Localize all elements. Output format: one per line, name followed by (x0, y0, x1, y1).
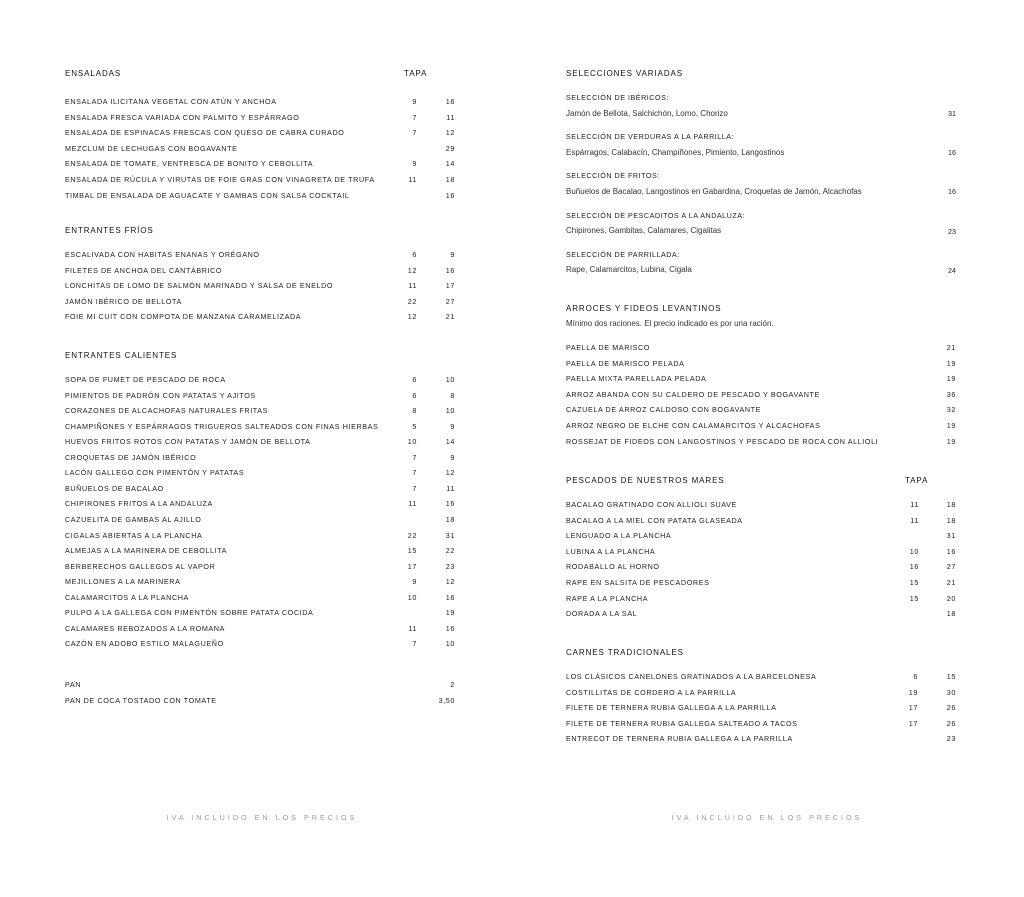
menu-item-price: 16 (445, 623, 455, 633)
selection-items: Rape, Calamarcitos, Lubina, Cigala (566, 265, 692, 275)
menu-item-row (65, 484, 465, 496)
menu-item-row (566, 531, 966, 543)
menu-item-name: CIGALAS ABIERTAS A LA PLANCHA (65, 530, 203, 540)
selection-items: Buñuelos de Bacalao, Langostinos en Gabardina, Croquetas de Jamón, Alcachofas (566, 186, 862, 196)
menu-item-price: 8 (450, 390, 455, 400)
vat-footer-note: IVA INCLUIDO EN LOS PRECIOS (671, 813, 863, 822)
menu-item-name: ARROZ NEGRO DE ELCHE CON CALAMARCITOS Y ALCACHOFAS (566, 421, 821, 430)
menu-item-row (566, 547, 966, 559)
menu-item-name: RODABALLO AL HORNO (566, 562, 660, 572)
menu-item-row (65, 515, 465, 527)
menu-item-row (566, 405, 966, 417)
menu-item-price: 17 (445, 281, 455, 291)
menu-item-row (65, 437, 465, 449)
menu-item-row (65, 531, 465, 543)
selection-label: SELECCIÓN DE PESCADITOS A LA ANDALUZA: (566, 210, 746, 220)
menu-item-row (566, 562, 966, 574)
menu-item-price: 10 (445, 406, 455, 416)
menu-item-price: 19 (946, 421, 956, 430)
menu-item-price: 29 (445, 143, 455, 153)
menu-item-row (65, 639, 465, 651)
menu-item-row (65, 546, 465, 558)
menu-item-name: CROQUETAS DE JAMÓN IBÉRICO (65, 452, 197, 462)
menu-item-price: 31 (445, 530, 455, 540)
menu-item-tapa-price: 9 (412, 577, 417, 587)
selection-label: SELECCIÓN DE IBÉRICOS: (566, 93, 669, 102)
menu-item-price: 12 (445, 468, 455, 478)
section-title: PESCADOS DE NUESTROS MARES (566, 476, 725, 485)
section-title: ENTRANTES CALIENTES (65, 351, 178, 360)
tapa-column-header: TAPA (404, 69, 428, 78)
menu-item-name: DORADA A LA SAL (566, 609, 638, 619)
menu-item-tapa-price: 22 (407, 296, 417, 306)
menu-item-tapa-price: 7 (412, 468, 417, 478)
menu-item-price: 18 (946, 609, 956, 619)
menu-item-price: 19 (946, 374, 956, 384)
menu-item-name: LOS CLÁSICOS CANELONES GRATINADOS A LA BARCELONESA (566, 672, 817, 681)
menu-item-price: 18 (946, 515, 956, 525)
menu-item-name: ARROZ ABANDA CON SU CALDERO DE PESCADO Y BOGAVANTE (566, 389, 820, 399)
menu-item-price: 19 (946, 358, 956, 368)
section-title: CARNES TRADICIONALES (566, 648, 684, 657)
menu-item-name: ENSALADA FRESCA VARIADA CON PALMITO Y ESPÁRRAGO (65, 112, 300, 122)
menu-item-price: 16 (445, 265, 455, 275)
menu-item-tapa-price: 15 (909, 578, 919, 587)
menu-item-row (65, 453, 465, 465)
menu-item-row (566, 609, 966, 621)
menu-item-name: CALAMARCITOS A LA PLANCHA (65, 592, 189, 602)
menu-item-price: 16 (445, 97, 455, 106)
menu-item-tapa-price: 5 (412, 421, 417, 431)
menu-item-tapa-price: 7 (412, 128, 417, 138)
menu-item-row (65, 624, 465, 636)
menu-item-price: 11 (446, 483, 455, 493)
menu-item-row (566, 516, 966, 528)
menu-item-tapa-price: 7 (412, 639, 417, 649)
menu-item-price: 16 (445, 592, 455, 602)
selection-label: SELECCIÓN DE FRITOS: (566, 171, 660, 181)
menu-item-row (65, 499, 465, 511)
menu-item-tapa-price: 11 (408, 499, 417, 509)
menu-item-tapa-price: 7 (412, 483, 417, 493)
menu-item-name: ENSALADA DE RÚCULA Y VIRUTAS DE FOIE GRAS CON VINAGRETA DE TRUFA (65, 175, 375, 184)
menu-item-tapa-price: 11 (408, 281, 417, 291)
tapa-column-header: TAPA (905, 476, 929, 485)
menu-item-tapa-price: 12 (407, 312, 417, 322)
menu-item-name: CAZUELITA DE GAMBAS AL AJILLO (65, 514, 202, 524)
menu-item-row (65, 422, 465, 434)
menu-item-name: FILETES DE ANCHOA DEL CANTÁBRICO (65, 265, 223, 275)
menu-item-row (65, 97, 465, 109)
selection-price: 16 (948, 148, 956, 158)
menu-item-row (65, 680, 465, 692)
menu-item-tapa-price: 8 (412, 406, 417, 416)
menu-item-price: 9 (450, 250, 455, 259)
menu-item-row (65, 562, 465, 574)
menu-item-name: PAELLA DE MARISCO (566, 343, 650, 352)
menu-item-price: 16 (946, 546, 956, 556)
menu-item-tapa-price: 6 (412, 390, 417, 400)
menu-item-row (566, 421, 966, 433)
menu-item-price: 21 (946, 343, 956, 352)
menu-item-row (566, 359, 966, 371)
menu-item-price: 18 (946, 500, 956, 509)
menu-item-row (566, 719, 966, 731)
menu-item-name: CALAMARES REBOZADOS A LA ROMANA (65, 623, 225, 633)
menu-item-row (65, 144, 465, 156)
menu-item-price: 14 (445, 159, 455, 169)
menu-item-name: CHAMPIÑONES Y ESPÁRRAGOS TRIGUEROS SALTEADOS CON FINAS HIERBAS (65, 421, 379, 431)
section-title: SELECCIONES VARIADAS (566, 69, 683, 78)
menu-item-name: ENSALADA DE ESPINACAS FRESCAS CON QUESO DE CABRA CURADO (65, 128, 345, 138)
selection-price: 23 (948, 226, 956, 236)
menu-item-name: BUÑUELOS DE BACALAO (65, 483, 164, 493)
menu-item-tapa-price: 7 (412, 452, 417, 462)
menu-item-price: 10 (445, 639, 455, 649)
menu-item-name: CORAZONES DE ALCACHOFAS NATURALES FRITAS (65, 406, 269, 416)
menu-item-name: BERBERECHOS GALLEGOS AL VAPOR (65, 561, 216, 571)
menu-item-name: ENTRECOT DE TERNERA RUBIA GALLEGA A LA PARRILLA (566, 734, 793, 744)
menu-item-price: 9 (450, 421, 455, 431)
selection-items: Jamón de Bellota, Salchichón, Lomo, Chorizo (566, 108, 728, 118)
menu-item-row (566, 343, 966, 355)
menu-item-name: CHIPIRONES FRITOS A LA ANDALUZA (65, 499, 213, 509)
menu-item-row (65, 191, 465, 203)
section-title: ARROCES Y FIDEOS LEVANTINOS (566, 304, 722, 313)
menu-item-tapa-price: 9 (412, 97, 417, 106)
menu-item-name: PAN DE COCA TOSTADO CON TOMATE (65, 695, 217, 705)
menu-item-row (566, 703, 966, 715)
menu-item-tapa-price: 7 (412, 112, 417, 122)
menu-item-name: ENSALADA DE TOMATE, VENTRESCA DE BONITO Y CEBOLLITA (65, 159, 314, 169)
menu-item-price: 26 (946, 718, 956, 728)
menu-item-price: 2 (450, 680, 455, 689)
menu-item-row (65, 391, 465, 403)
menu-item-name: ESCALIVADA CON HABITAS ENANAS Y ORÉGANO (65, 250, 260, 259)
menu-item-name: BACALAO A LA MIEL CON PATATA GLASEADA (566, 515, 743, 525)
menu-item-name: JAMÓN IBÉRICO DE BELLOTA (65, 296, 182, 306)
menu-item-price: 11 (446, 112, 455, 122)
menu-item-price: 23 (445, 561, 455, 571)
menu-item-row (65, 297, 465, 309)
menu-item-tapa-price: 6 (412, 250, 417, 259)
menu-item-price: 18 (445, 175, 455, 184)
menu-item-name: ROSSEJAT DE FIDEOS CON LANGOSTINOS Y PESCADO DE ROCA CON ALLIOLI (566, 436, 879, 446)
menu-item-row (566, 578, 966, 590)
menu-item-price: 15 (946, 672, 956, 681)
menu-item-row (65, 281, 465, 293)
menu-item-name: PAELLA DE MARISCO PELADA (566, 358, 685, 368)
menu-item-tapa-price: 10 (909, 546, 919, 556)
menu-item-price: 18 (445, 514, 455, 524)
menu-item-name: CAZÓN EN ADOBO ESTILO MALAGUEÑO (65, 639, 224, 649)
selection-price: 16 (948, 187, 956, 197)
menu-item-price: 23 (946, 734, 956, 744)
menu-item-price: 12 (445, 577, 455, 587)
menu-item-tapa-price: 16 (909, 562, 919, 572)
menu-item-price: 36 (946, 389, 956, 399)
menu-item-price: 12 (445, 128, 455, 138)
menu-item-name: SOPA DE FUMET DE PESCADO DE ROCA (65, 375, 226, 384)
menu-item-tapa-price: 15 (909, 593, 919, 603)
menu-item-name: COSTILLITAS DE CORDERO A LA PARRILLA (566, 687, 737, 697)
menu-item-row (65, 608, 465, 620)
menu-item-price: 22 (445, 546, 455, 556)
menu-item-row (566, 500, 966, 512)
menu-item-price: 20 (946, 593, 956, 603)
menu-item-price: 16 (445, 499, 455, 509)
selection-price: 31 (948, 109, 956, 118)
menu-item-row (65, 175, 465, 187)
menu-item-row (65, 128, 465, 140)
menu-item-row (65, 468, 465, 480)
menu-item-row (65, 406, 465, 418)
menu-item-tapa-price: 11 (910, 500, 919, 509)
menu-item-tapa-price: 11 (910, 515, 919, 525)
menu-item-row (566, 594, 966, 606)
menu-item-tapa-price: 9 (412, 159, 417, 169)
menu-item-tapa-price: 6 (412, 375, 417, 384)
menu-item-price: 30 (946, 687, 956, 697)
menu-item-name: LACÓN GALLEGO CON PIMENTÓN Y PATATAS (65, 468, 245, 478)
menu-item-tapa-price: 12 (407, 265, 417, 275)
menu-item-price: 19 (946, 436, 956, 446)
menu-item-row (65, 159, 465, 171)
vat-footer-note: IVA INCLUIDO EN LOS PRECIOS (166, 813, 358, 822)
menu-item-tapa-price: 15 (407, 546, 417, 556)
menu-item-tapa-price: 19 (908, 687, 918, 697)
menu-item-name: RAPE EN SALSITA DE PESCADORES (566, 578, 710, 587)
section-note: Mínimo dos raciones. El precio indicado es por una ración. (566, 319, 774, 328)
menu-item-name: BACALAO GRATINADO CON ALLIOLI SUAVE (566, 500, 737, 509)
menu-item-row (65, 250, 465, 262)
menu-item-price: 9 (450, 452, 455, 462)
selection-label: SELECCIÓN DE PARRILLADA: (566, 249, 680, 259)
menu-item-name: MEJILLONES A LA MARINERA (65, 577, 181, 587)
menu-item-name: PULPO A LA GALLEGA CON PIMENTÓN SOBRE PATATA COCIDA (65, 608, 314, 618)
menu-item-tapa-price: 22 (407, 530, 417, 540)
menu-item-row (566, 374, 966, 386)
menu-item-price: 19 (445, 608, 455, 618)
menu-item-row (65, 593, 465, 605)
menu-item-price: 26 (946, 703, 956, 713)
menu-item-price: 21 (445, 312, 455, 322)
menu-item-row (566, 390, 966, 402)
menu-item-tapa-price: 10 (407, 437, 417, 447)
menu-item-name: RAPE A LA PLANCHA (566, 593, 649, 603)
menu-item-name: LUBINA A LA PLANCHA (566, 546, 656, 556)
menu-item-tapa-price: 17 (908, 718, 918, 728)
menu-item-row (566, 672, 966, 684)
menu-item-name: FILETE DE TERNERA RUBIA GALLEGA SALTEADO A TACOS (566, 718, 798, 728)
menu-item-price: 32 (946, 405, 956, 415)
menu-item-price: 21 (946, 578, 956, 587)
menu-item-name: ENSALADA ILICITANA VEGETAL CON ATÚN Y ANCHOA (65, 97, 277, 106)
selection-items: Chipirones, Gambitas, Calamares, Cigalitas (566, 226, 722, 236)
menu-item-name: LENGUADO A LA PLANCHA (566, 531, 672, 541)
menu-item-tapa-price: 10 (407, 592, 417, 602)
menu-item-name: FILETE DE TERNERA RUBIA GALLEGA A LA PARRILLA (566, 703, 777, 713)
menu-item-price: 16 (445, 190, 455, 200)
selection-price: 24 (948, 265, 956, 275)
menu-item-row (65, 696, 465, 708)
menu-item-name: FOIE MI CUIT CON COMPOTA DE MANZANA CARAMELIZADA (65, 312, 302, 322)
menu-item-row (65, 266, 465, 278)
menu-item-price: 27 (946, 562, 956, 572)
menu-item-price: 14 (445, 437, 455, 447)
menu-item-name: TIMBAL DE ENSALADA DE AGUACATE Y GAMBAS CON SALSA COCKTAIL (65, 190, 350, 200)
menu-item-tapa-price: 11 (408, 623, 417, 633)
menu-item-name: PIMIENTOS DE PADRÓN CON PATATAS Y AJITOS (65, 390, 256, 400)
menu-item-row (65, 577, 465, 589)
right-menu-page (512, 0, 1024, 897)
menu-item-name: MEZCLUM DE LECHUGAS CON BOGAVANTE (65, 143, 238, 153)
section-title: ENTRANTES FRÍOS (65, 226, 154, 235)
menu-item-row (566, 437, 966, 449)
menu-item-tapa-price: 17 (407, 561, 417, 571)
section-title: ENSALADAS (65, 69, 122, 78)
selection-items: Espárragos, Calabacín, Champiñones, Pimiento, Langostinos (566, 147, 785, 157)
menu-item-name: HUEVOS FRITOS ROTOS CON PATATAS Y JAMÓN DE BELLOTA (65, 437, 311, 447)
menu-item-tapa-price: 11 (408, 175, 417, 184)
menu-item-name: PAELLA MIXTA PARELLADA PELADA (566, 374, 707, 384)
menu-item-name: CAZUELA DE ARROZ CALDOSO CON BOGAVANTE (566, 405, 762, 415)
menu-item-price: 27 (445, 296, 455, 306)
menu-item-row (566, 734, 966, 746)
menu-item-name: ALMEJAS A LA MARINERA DE CEBOLLITA (65, 546, 228, 556)
menu-item-name: LONCHITAS DE LOMO DE SALMÓN MARINADO Y SALSA DE ENELDO (65, 281, 334, 291)
menu-item-row (566, 688, 966, 700)
menu-item-name: PAN (65, 680, 82, 689)
menu-item-price: 31 (946, 531, 956, 541)
menu-item-row (65, 113, 465, 125)
menu-item-tapa-price: 6 (913, 672, 918, 681)
selection-label: SELECCIÓN DE VERDURAS A LA PARRILLA: (566, 132, 735, 142)
menu-item-row (65, 312, 465, 324)
menu-item-tapa-price: 17 (908, 703, 918, 713)
menu-item-row (65, 375, 465, 387)
menu-item-price: 10 (445, 375, 455, 384)
menu-item-price: 3,50 (438, 695, 455, 705)
